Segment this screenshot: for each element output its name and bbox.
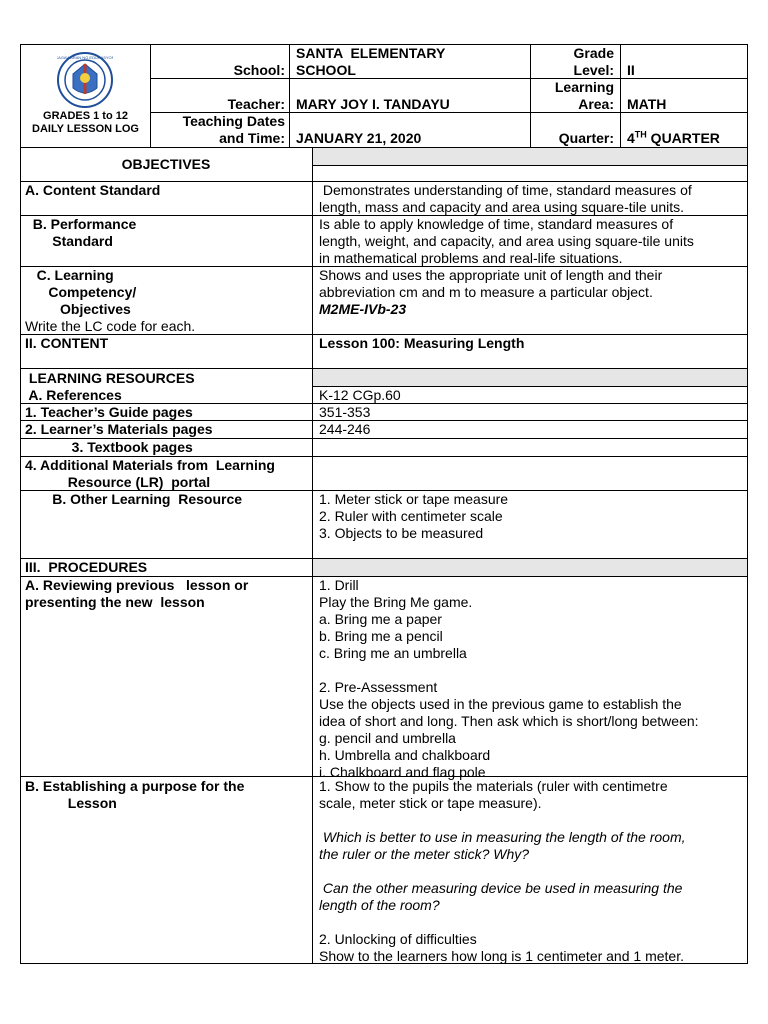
references-label: A. References bbox=[25, 387, 122, 403]
purpose-blank bbox=[319, 812, 686, 829]
purpose-question: Can the other measuring device be used in measuring the bbox=[319, 880, 683, 896]
teachers-guide-label: 1. Teacher’s Guide pages bbox=[25, 404, 193, 420]
competency-code: M2ME-IVb-23 bbox=[319, 301, 407, 317]
competency-text bbox=[319, 267, 662, 318]
textbook-pages-label: 3. Textbook pages bbox=[25, 439, 193, 455]
procedures-label: III. PROCEDURES bbox=[25, 559, 148, 575]
reviewing-line: h. Umbrella and chalkboard bbox=[319, 747, 491, 763]
grade-label-1: Grade bbox=[573, 45, 614, 61]
references-value: K-12 CGp.60 bbox=[319, 387, 401, 403]
additional-materials-line: Resource (LR) portal bbox=[25, 474, 211, 490]
competency-label-line: Competency/ bbox=[25, 284, 137, 300]
content-standard-line: length, mass and capacity and area using square-tile units. bbox=[319, 199, 684, 215]
area-label-1: Learning bbox=[554, 79, 614, 95]
purpose-question: the ruler or the meter stick? Why? bbox=[319, 846, 530, 862]
reviewing-line: 1. Drill bbox=[319, 577, 359, 593]
school-value-2: SCHOOL bbox=[296, 62, 356, 78]
purpose-line: Show to the learners how long is 1 centimeter and 1 meter. bbox=[319, 948, 684, 964]
content-standard-text bbox=[319, 182, 692, 216]
other-resource-item: 1. Meter stick or tape measure bbox=[319, 491, 509, 507]
reviewing-line: i. Chalkboard and flag pole bbox=[319, 764, 486, 780]
dates-value: JANUARY 21, 2020 bbox=[296, 130, 422, 146]
log-label-1: GRADES 1 to 12 bbox=[43, 110, 128, 122]
content-standard-line: Demonstrates understanding of time, standard measures of bbox=[319, 182, 692, 198]
content-standard-label: A. Content Standard bbox=[25, 182, 161, 198]
grade-label-2: Level: bbox=[573, 62, 614, 78]
competency-label-line: C. Learning bbox=[25, 267, 114, 283]
purpose-question: length of the room? bbox=[319, 897, 440, 913]
dates-label-2: and Time: bbox=[219, 130, 285, 146]
reviewing-line: a. Bring me a paper bbox=[319, 611, 442, 627]
purpose-line: 2. Unlocking of difficulties bbox=[319, 931, 477, 947]
reviewing-line: 2. Pre-Assessment bbox=[319, 679, 438, 695]
learners-materials-label: 2. Learner’s Materials pages bbox=[25, 421, 213, 437]
deped-seal-logo bbox=[57, 52, 113, 108]
additional-materials-label bbox=[25, 457, 275, 491]
dates-label-1: Teaching Dates bbox=[182, 113, 285, 129]
reviewing-line: idea of short and long. Then ask which is short/long between: bbox=[319, 713, 699, 729]
content-value: Lesson 100: Measuring Length bbox=[319, 335, 525, 351]
grade-value: II bbox=[627, 62, 635, 78]
reviewing-text bbox=[319, 577, 699, 781]
learners-materials-value: 244-246 bbox=[319, 421, 371, 437]
purpose-line: scale, meter stick or tape measure). bbox=[319, 795, 542, 811]
reviewing-label bbox=[25, 577, 248, 611]
purpose-text bbox=[319, 778, 686, 965]
reviewing-line: Play the Bring Me game. bbox=[319, 594, 473, 610]
seal-text: KAGAWARAN NG EDUKASYON bbox=[57, 55, 113, 60]
performance-standard-label bbox=[25, 216, 136, 250]
reviewing-line: g. pencil and umbrella bbox=[319, 730, 456, 746]
quarter-word: QUARTER bbox=[646, 130, 720, 146]
purpose-label bbox=[25, 778, 244, 812]
performance-line: Is able to apply knowledge of time, standard measures of bbox=[319, 216, 674, 232]
quarter-value bbox=[627, 130, 720, 147]
purpose-label-line: B. Establishing a purpose for the bbox=[25, 778, 245, 794]
log-label-2: DAILY LESSON LOG bbox=[32, 123, 139, 135]
competency-line: abbreviation cm and m to measure a particular object. bbox=[319, 284, 653, 300]
teacher-label: Teacher: bbox=[227, 96, 285, 112]
learning-resources-label: LEARNING RESOURCES bbox=[25, 370, 195, 386]
additional-materials-line: 4. Additional Materials from Learning bbox=[25, 457, 275, 473]
purpose-question: Which is better to use in measuring the length of the room, bbox=[319, 829, 686, 845]
quarter-suffix: TH bbox=[634, 129, 647, 140]
teacher-value: MARY JOY I. TANDAYU bbox=[296, 96, 450, 112]
reviewing-line bbox=[319, 662, 699, 679]
teachers-guide-value: 351-353 bbox=[319, 404, 371, 420]
performance-standard-text bbox=[319, 216, 694, 267]
purpose-blank bbox=[319, 863, 686, 880]
quarter-label: Quarter: bbox=[558, 130, 614, 146]
purpose-blank bbox=[319, 914, 686, 931]
performance-line: length, weight, and capacity, and area using square-tile units bbox=[319, 233, 694, 249]
other-resource-item: 3. Objects to be measured bbox=[319, 525, 484, 541]
competency-label-line: Write the LC code for each. bbox=[25, 318, 196, 334]
content-label: II. CONTENT bbox=[25, 335, 109, 351]
other-resource-label: B. Other Learning Resource bbox=[25, 491, 243, 507]
reviewing-label-line: A. Reviewing previous lesson or bbox=[25, 577, 249, 593]
school-value-1: SANTA ELEMENTARY bbox=[296, 45, 446, 61]
other-resource-item: 2. Ruler with centimeter scale bbox=[319, 508, 503, 524]
competency-label-line: Objectives bbox=[25, 301, 131, 317]
school-label: School: bbox=[233, 62, 285, 78]
other-resource-list bbox=[319, 491, 508, 542]
performance-label-line: Standard bbox=[25, 233, 113, 249]
performance-label-line: B. Performance bbox=[25, 216, 137, 232]
reviewing-label-line: presenting the new lesson bbox=[25, 594, 205, 610]
quarter-number: 4 bbox=[627, 130, 635, 146]
purpose-label-line: Lesson bbox=[25, 795, 117, 811]
area-value: MATH bbox=[627, 96, 667, 112]
reviewing-line: c. Bring me an umbrella bbox=[319, 645, 467, 661]
performance-line: in mathematical problems and real-life situations. bbox=[319, 250, 623, 266]
objectives-heading: OBJECTIVES bbox=[121, 156, 211, 172]
reviewing-line: Use the objects used in the previous game to establish the bbox=[319, 696, 682, 712]
seal-icon bbox=[57, 52, 113, 108]
purpose-line: 1. Show to the pupils the materials (ruler with centimetre bbox=[319, 778, 668, 794]
reviewing-line: b. Bring me a pencil bbox=[319, 628, 443, 644]
area-label-2: Area: bbox=[578, 96, 614, 112]
competency-label bbox=[25, 267, 195, 335]
competency-line: Shows and uses the appropriate unit of length and their bbox=[319, 267, 663, 283]
